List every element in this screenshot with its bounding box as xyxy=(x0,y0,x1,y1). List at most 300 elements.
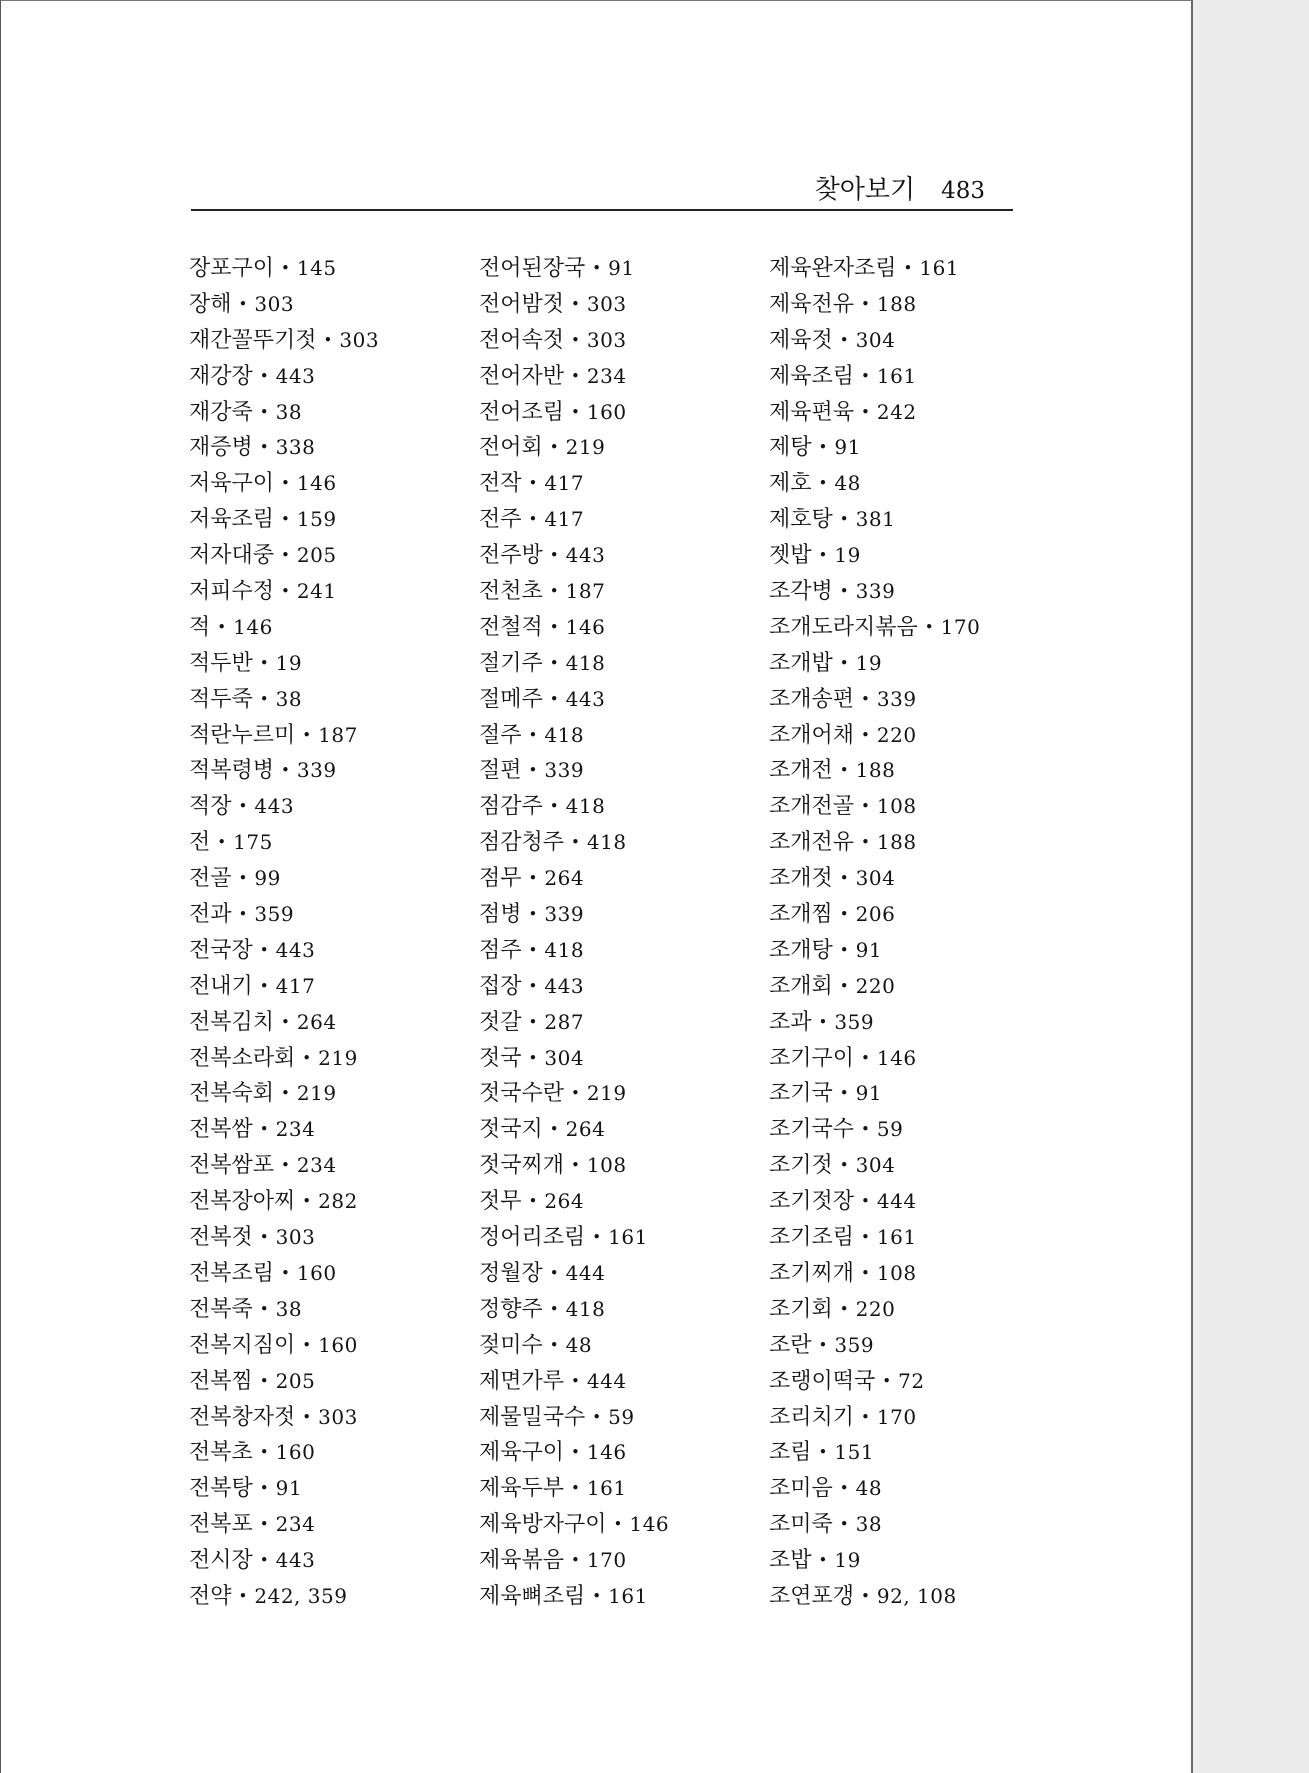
index-term: 조기조림 xyxy=(769,1225,855,1251)
index-entry xyxy=(479,395,779,431)
index-term: 제호탕 xyxy=(769,507,833,533)
page-header xyxy=(191,169,1013,211)
middle-dot-separator: • xyxy=(818,1335,828,1354)
middle-dot-separator: • xyxy=(302,1048,312,1067)
index-page-reference: 303 xyxy=(318,1404,358,1429)
index-term: 제면가루 xyxy=(479,1368,565,1394)
index-page-reference: 170 xyxy=(586,1548,627,1573)
index-term: 젓국지 xyxy=(479,1117,543,1143)
index-column-3 xyxy=(769,251,1069,1615)
index-term: 전 xyxy=(189,830,211,856)
index-page-reference: 241 xyxy=(296,579,337,604)
index-entry xyxy=(479,861,779,897)
index-page-reference: 145 xyxy=(296,256,337,280)
index-entry xyxy=(769,323,1069,359)
index-entry xyxy=(769,933,1069,969)
index-term: 점감주 xyxy=(479,794,543,820)
index-entry xyxy=(479,1112,779,1148)
index-page-reference: 443 xyxy=(565,543,606,568)
index-page-reference: 146 xyxy=(586,1440,627,1465)
index-entry xyxy=(479,323,779,359)
middle-dot-separator: • xyxy=(549,689,559,708)
index-page-reference: 303 xyxy=(586,327,627,352)
middle-dot-separator: • xyxy=(528,976,538,995)
index-page-reference: 339 xyxy=(855,579,896,604)
middle-dot-separator: • xyxy=(281,1263,290,1282)
index-entry xyxy=(189,825,489,861)
index-term: 젓국 xyxy=(479,1045,522,1071)
index-entry xyxy=(769,287,1069,323)
middle-dot-separator: • xyxy=(259,1228,269,1247)
index-page-reference: 339 xyxy=(544,758,585,783)
index-term: 절메주 xyxy=(479,686,543,712)
index-page-reference: 339 xyxy=(544,902,585,927)
index-page-reference: 38 xyxy=(275,686,303,711)
index-page-reference: 175 xyxy=(233,830,273,855)
index-term: 조개찜 xyxy=(769,902,833,928)
index-entry xyxy=(189,574,489,610)
index-page-reference: 359 xyxy=(834,1332,875,1357)
index-term: 젓갈 xyxy=(479,1009,522,1035)
index-entry xyxy=(769,359,1069,395)
index-entry xyxy=(479,538,779,574)
index-term: 전어밤젓 xyxy=(479,291,565,317)
middle-dot-separator: • xyxy=(924,617,934,636)
index-page-reference: 219 xyxy=(586,1081,627,1106)
middle-dot-separator: • xyxy=(839,582,849,601)
index-page-reference: 160 xyxy=(296,1260,337,1285)
middle-dot-separator: • xyxy=(571,330,580,349)
index-term: 적 xyxy=(189,614,211,640)
index-term: 조개회 xyxy=(769,973,833,999)
index-page-reference: 206 xyxy=(855,902,896,927)
middle-dot-separator: • xyxy=(281,546,290,565)
index-term: 적두반 xyxy=(189,650,253,676)
index-page-reference: 38 xyxy=(855,1512,883,1537)
middle-dot-separator: • xyxy=(861,402,870,421)
index-page-reference: 161 xyxy=(919,256,960,280)
index-entry xyxy=(769,1148,1069,1184)
middle-dot-separator: • xyxy=(861,294,870,313)
index-entry xyxy=(479,1041,779,1077)
index-page-reference: 187 xyxy=(565,579,606,604)
index-page-reference: 242 xyxy=(876,399,917,424)
index-term: 제물밀국수 xyxy=(479,1404,586,1430)
index-entry xyxy=(479,1076,779,1112)
index-entry xyxy=(479,1184,779,1220)
index-entry xyxy=(189,1507,489,1543)
index-page-reference: 91 xyxy=(834,435,861,460)
index-term: 조개도라지볶음 xyxy=(769,614,918,640)
index-term: 조기찌개 xyxy=(769,1260,855,1286)
middle-dot-separator: • xyxy=(839,1299,849,1318)
index-page-reference: 219 xyxy=(296,1081,337,1106)
index-term: 제호 xyxy=(769,471,812,497)
index-page-reference: 146 xyxy=(296,471,337,496)
index-entry xyxy=(189,1148,489,1184)
middle-dot-separator: • xyxy=(839,976,849,995)
middle-dot-separator: • xyxy=(839,1084,849,1103)
index-page-reference: 205 xyxy=(275,1368,316,1393)
index-entry xyxy=(479,718,779,754)
middle-dot-separator: • xyxy=(818,1443,828,1462)
index-page-reference: 99 xyxy=(254,866,281,891)
index-page-reference: 220 xyxy=(855,1296,896,1321)
index-term: 점무 xyxy=(479,866,522,892)
index-entry xyxy=(769,969,1069,1005)
middle-dot-separator: • xyxy=(238,905,248,924)
index-entry xyxy=(479,1005,779,1041)
index-term: 제육편육 xyxy=(769,399,855,425)
index-page-reference: 418 xyxy=(586,830,627,855)
index-page-reference: 92, 108 xyxy=(876,1583,957,1608)
index-entry xyxy=(769,718,1069,754)
middle-dot-separator: • xyxy=(549,617,559,636)
index-term: 전어된장국 xyxy=(479,256,586,281)
middle-dot-separator: • xyxy=(549,546,559,565)
index-term: 전주 xyxy=(479,507,522,533)
index-page-reference: 338 xyxy=(275,435,316,460)
middle-dot-separator: • xyxy=(592,1407,602,1426)
index-page-reference: 418 xyxy=(544,722,585,747)
index-entry xyxy=(189,789,489,825)
index-entry xyxy=(769,753,1069,789)
index-entry xyxy=(189,1328,489,1364)
index-term: 전복지짐이 xyxy=(189,1332,296,1358)
index-entry xyxy=(769,1041,1069,1077)
index-page-reference: 359 xyxy=(834,1009,875,1034)
middle-dot-separator: • xyxy=(259,1551,269,1570)
index-term: 전복숙회 xyxy=(189,1081,275,1107)
index-term: 조기국 xyxy=(769,1081,833,1107)
index-term: 절기주 xyxy=(479,650,543,676)
index-entry xyxy=(189,1005,489,1041)
index-term: 제육방자구이 xyxy=(479,1512,607,1538)
middle-dot-separator: • xyxy=(818,474,828,493)
index-entry xyxy=(189,359,489,395)
index-page-reference: 188 xyxy=(876,291,917,316)
middle-dot-separator: • xyxy=(549,1120,559,1139)
index-term: 저피수정 xyxy=(189,579,275,605)
index-term: 저육조림 xyxy=(189,507,275,533)
middle-dot-separator: • xyxy=(861,366,870,385)
middle-dot-separator: • xyxy=(259,366,269,385)
middle-dot-separator: • xyxy=(549,653,559,672)
index-term: 조개탕 xyxy=(769,937,833,963)
middle-dot-separator: • xyxy=(818,438,828,457)
index-entry xyxy=(189,1292,489,1328)
index-entry xyxy=(189,502,489,538)
index-term: 전복젓 xyxy=(189,1225,253,1251)
index-term: 절편 xyxy=(479,758,522,784)
index-page-reference: 443 xyxy=(544,973,585,998)
middle-dot-separator: • xyxy=(571,1551,580,1570)
middle-dot-separator: • xyxy=(861,1120,870,1139)
middle-dot-separator: • xyxy=(281,1156,290,1175)
index-page-reference: 418 xyxy=(565,794,606,819)
index-entry xyxy=(769,502,1069,538)
index-term: 제육볶음 xyxy=(479,1548,565,1574)
index-term: 절주 xyxy=(479,722,522,748)
index-term: 조기젓장 xyxy=(769,1189,855,1215)
index-term: 전복창자젓 xyxy=(189,1404,296,1430)
index-entry xyxy=(189,753,489,789)
index-term: 전어조림 xyxy=(479,399,565,425)
index-term: 전어자반 xyxy=(479,363,565,389)
index-entry xyxy=(479,1328,779,1364)
index-page-reference: 304 xyxy=(544,1045,585,1070)
middle-dot-separator: • xyxy=(903,259,913,277)
middle-dot-separator: • xyxy=(861,1228,870,1247)
index-term: 전약 xyxy=(189,1583,232,1609)
index-entry xyxy=(769,1543,1069,1579)
middle-dot-separator: • xyxy=(302,1407,312,1426)
index-entry xyxy=(479,251,779,287)
index-term: 전철적 xyxy=(479,614,543,640)
index-entry xyxy=(769,646,1069,682)
index-entry xyxy=(769,1184,1069,1220)
index-term: 조기국수 xyxy=(769,1117,855,1143)
index-term: 장해 xyxy=(189,291,232,317)
middle-dot-separator: • xyxy=(571,1371,580,1390)
middle-dot-separator: • xyxy=(571,1443,580,1462)
index-entry xyxy=(189,646,489,682)
middle-dot-separator: • xyxy=(571,366,580,385)
index-page-reference: 219 xyxy=(318,1045,358,1070)
middle-dot-separator: • xyxy=(549,1263,559,1282)
index-page-reference: 160 xyxy=(318,1332,358,1357)
index-term: 제육구이 xyxy=(479,1440,565,1466)
middle-dot-separator: • xyxy=(302,725,312,744)
index-page-reference: 19 xyxy=(855,650,883,675)
index-term: 적두죽 xyxy=(189,686,253,712)
middle-dot-separator: • xyxy=(528,725,538,744)
index-term: 재강장 xyxy=(189,363,253,389)
middle-dot-separator: • xyxy=(839,1156,849,1175)
index-entry xyxy=(769,682,1069,718)
middle-dot-separator: • xyxy=(259,1479,269,1498)
index-entry xyxy=(189,251,489,287)
index-entry xyxy=(769,1292,1069,1328)
index-page-reference: 161 xyxy=(876,363,917,388)
index-term: 조개송편 xyxy=(769,686,855,712)
middle-dot-separator: • xyxy=(549,582,559,601)
index-term: 전주방 xyxy=(479,543,543,569)
index-term: 조기구이 xyxy=(769,1045,855,1071)
index-entry xyxy=(189,1579,489,1615)
index-term: 조기젓 xyxy=(769,1153,833,1179)
index-page-reference: 19 xyxy=(834,543,861,568)
index-page-reference: 444 xyxy=(565,1260,606,1285)
middle-dot-separator: • xyxy=(259,976,269,995)
index-page-reference: 443 xyxy=(275,1548,316,1573)
middle-dot-separator: • xyxy=(571,1156,580,1175)
index-entry xyxy=(479,933,779,969)
index-term: 재간꼴뚜기젓 xyxy=(189,327,317,353)
middle-dot-separator: • xyxy=(592,1586,602,1605)
index-term: 적란누르미 xyxy=(189,722,296,748)
index-entry xyxy=(479,897,779,933)
index-term: 제육젓 xyxy=(769,327,833,353)
index-entry xyxy=(189,969,489,1005)
index-entry xyxy=(189,323,489,359)
index-term: 조란 xyxy=(769,1332,812,1358)
index-page-reference: 91 xyxy=(855,937,883,962)
index-term: 전복초 xyxy=(189,1440,253,1466)
index-entry xyxy=(189,395,489,431)
index-page-reference: 91 xyxy=(608,256,635,280)
index-entry xyxy=(189,861,489,897)
index-entry xyxy=(189,1471,489,1507)
index-column-1 xyxy=(189,251,489,1615)
index-entry xyxy=(769,251,1069,287)
index-page-reference: 146 xyxy=(565,614,606,639)
index-page-reference: 48 xyxy=(855,1476,883,1501)
index-page-reference: 304 xyxy=(855,1153,896,1178)
index-entry xyxy=(769,897,1069,933)
index-term: 제탕 xyxy=(769,435,812,461)
index-term: 전복탕 xyxy=(189,1476,253,1502)
index-entry xyxy=(479,1148,779,1184)
index-entry xyxy=(189,610,489,646)
index-page-reference: 444 xyxy=(586,1368,627,1393)
index-term: 전어회 xyxy=(479,435,543,461)
index-term: 저자대중 xyxy=(189,543,275,569)
middle-dot-separator: • xyxy=(861,1263,870,1282)
index-entry xyxy=(769,1579,1069,1615)
middle-dot-separator: • xyxy=(818,546,828,565)
index-term: 전복포 xyxy=(189,1512,253,1538)
index-page-reference: 205 xyxy=(296,543,337,568)
middle-dot-separator: • xyxy=(839,653,849,672)
index-entry xyxy=(189,538,489,574)
middle-dot-separator: • xyxy=(571,1479,580,1498)
index-entry xyxy=(769,861,1069,897)
middle-dot-separator: • xyxy=(861,1048,870,1067)
index-page-reference: 287 xyxy=(544,1009,585,1034)
index-page-reference: 443 xyxy=(565,686,606,711)
index-page-reference: 264 xyxy=(544,866,585,891)
index-entry xyxy=(769,1112,1069,1148)
middle-dot-separator: • xyxy=(528,1012,538,1031)
index-term: 적복령병 xyxy=(189,758,275,784)
index-page-reference: 161 xyxy=(608,1583,648,1608)
index-term: 조개어채 xyxy=(769,722,855,748)
index-entry xyxy=(479,1543,779,1579)
middle-dot-separator: • xyxy=(861,689,870,708)
index-term: 전내기 xyxy=(189,973,253,999)
middle-dot-separator: • xyxy=(839,1479,849,1498)
middle-dot-separator: • xyxy=(217,617,227,636)
index-term: 정어리조림 xyxy=(479,1225,586,1251)
middle-dot-separator: • xyxy=(549,797,559,816)
index-entry xyxy=(769,610,1069,646)
middle-dot-separator: • xyxy=(839,1515,849,1534)
index-entry xyxy=(189,933,489,969)
index-entry xyxy=(479,574,779,610)
index-page-reference: 234 xyxy=(275,1512,316,1537)
middle-dot-separator: • xyxy=(281,582,290,601)
index-term: 전작 xyxy=(479,471,522,497)
index-page-reference: 170 xyxy=(876,1404,917,1429)
index-entry xyxy=(769,466,1069,502)
index-entry xyxy=(189,1435,489,1471)
index-page-reference: 242, 359 xyxy=(254,1583,348,1608)
middle-dot-separator: • xyxy=(528,1192,538,1211)
index-page-reference: 91 xyxy=(275,1476,303,1501)
index-page-reference: 234 xyxy=(275,1117,316,1142)
index-page-reference: 443 xyxy=(275,937,316,962)
index-term: 조개전골 xyxy=(769,794,855,820)
index-page-reference: 19 xyxy=(834,1548,861,1573)
index-page-reference: 146 xyxy=(876,1045,917,1070)
middle-dot-separator: • xyxy=(217,833,227,852)
index-term: 전골 xyxy=(189,866,232,892)
index-page-reference: 339 xyxy=(876,686,917,711)
index-entry xyxy=(479,1507,779,1543)
middle-dot-separator: • xyxy=(238,869,248,888)
index-term: 제육조림 xyxy=(769,363,855,389)
middle-dot-separator: • xyxy=(528,510,538,529)
index-page-reference: 161 xyxy=(586,1476,627,1501)
middle-dot-separator: • xyxy=(861,1192,870,1211)
middle-dot-separator: • xyxy=(861,797,870,816)
index-entry xyxy=(479,287,779,323)
page-number: 483 xyxy=(941,178,985,204)
index-entry xyxy=(769,1435,1069,1471)
index-term: 재증병 xyxy=(189,435,253,461)
index-term: 전복소라회 xyxy=(189,1045,296,1071)
index-term: 젖미수 xyxy=(479,1332,543,1358)
index-term: 적장 xyxy=(189,794,232,820)
index-entry xyxy=(189,1220,489,1256)
middle-dot-separator: • xyxy=(528,474,538,493)
index-entry xyxy=(479,502,779,538)
index-term: 조미음 xyxy=(769,1476,833,1502)
middle-dot-separator: • xyxy=(302,1192,312,1211)
index-entry xyxy=(769,538,1069,574)
index-term: 조랭이떡국 xyxy=(769,1368,876,1394)
middle-dot-separator: • xyxy=(839,940,849,959)
index-term: 저육구이 xyxy=(189,471,275,497)
index-page-reference: 417 xyxy=(275,973,316,998)
middle-dot-separator: • xyxy=(839,761,849,780)
index-term: 전천초 xyxy=(479,579,543,605)
middle-dot-separator: • xyxy=(613,1515,623,1534)
index-entry xyxy=(189,1400,489,1436)
index-entry xyxy=(479,610,779,646)
index-term: 조기회 xyxy=(769,1296,833,1322)
middle-dot-separator: • xyxy=(839,869,849,888)
index-term: 전복김치 xyxy=(189,1009,275,1035)
index-entry xyxy=(189,1364,489,1400)
middle-dot-separator: • xyxy=(861,1586,870,1605)
index-term: 젓국찌개 xyxy=(479,1153,565,1179)
middle-dot-separator: • xyxy=(882,1371,892,1390)
middle-dot-separator: • xyxy=(259,689,269,708)
index-entry xyxy=(189,1112,489,1148)
middle-dot-separator: • xyxy=(528,940,538,959)
index-page-reference: 72 xyxy=(898,1368,925,1393)
index-entry xyxy=(769,1256,1069,1292)
index-entry xyxy=(769,430,1069,466)
index-term: 접장 xyxy=(479,973,522,999)
index-page-reference: 417 xyxy=(544,471,585,496)
index-term: 조림 xyxy=(769,1440,812,1466)
index-term: 점감청주 xyxy=(479,830,565,856)
index-term: 조개젓 xyxy=(769,866,833,892)
index-entry xyxy=(189,1256,489,1292)
